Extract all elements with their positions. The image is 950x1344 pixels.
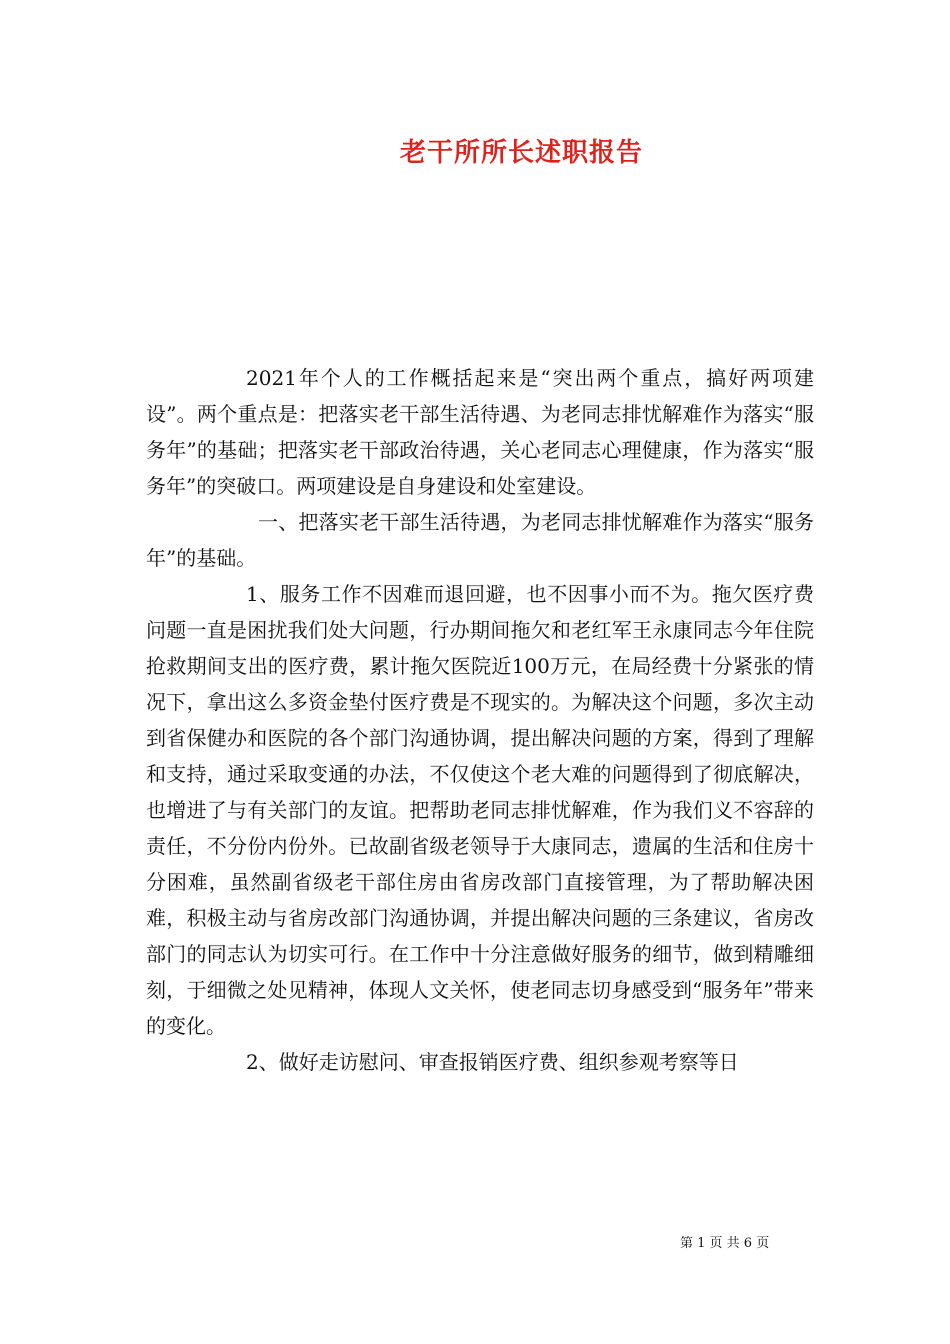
document-body bbox=[146, 360, 814, 1080]
paragraph-item-1: 1、服务工作不因难而退回避，也不因事小而不为。拖欠医疗费问题一直是困扰我们处大问题，行办期间拖欠和老红军王永康同志今年住院抢救期间支出的医疗费，累计拖欠医院近100万元，在局经费十分紧张的情况下，拿出这么多资金垫付医疗费是不现实的。为解决这个问题，多次主动到省保健办和医院的各个部门沟通协调，提出解决问题的方案，得到了理解和支持，通过采取变通的办法，不仅使这个老大难的问题得到了彻底解决，也增进了与有关部门的友谊。把帮助老同志排忧解难，作为我们义不容辞的责任，不分份内份外。已故副省级老领导于大康同志，遗属的生活和住房十分困难，虽然副省级老干部住房由省房改部门直接管理，为了帮助解决困难，积极主动与省房改部门沟通协调，并提出解决问题的三条建议，省房改部门的同志认为切实可行。在工作中十分注意做好服务的细节，做到精雕细刻，于细微之处见精神，体现人文关怀，使老同志切身感受到“服务年”带来的变化。 bbox=[146, 582, 814, 1038]
paragraph-intro: 2021年个人的工作概括起来是“突出两个重点，搞好两项建设”。两个重点是：把落实老干部生活待遇、为老同志排忧解难作为落实“服务年”的基础；把落实老干部政治待遇，关心老同志心理健康，作为落实“服务年”的突破口。两项建设是自身建设和处室建设。 bbox=[146, 366, 814, 498]
paragraph-item-2: 2、做好走访慰问、审查报销医疗费、组织参观考察等日 bbox=[246, 1050, 739, 1074]
paragraph-section-heading: 一、把落实老干部生活待遇，为老同志排忧解难作为落实“服务年”的基础。 bbox=[146, 510, 814, 570]
page-number-footer: 第 1 页 共 6 页 bbox=[680, 1236, 770, 1251]
document-title: 老干所所长述职报告 bbox=[400, 138, 644, 168]
